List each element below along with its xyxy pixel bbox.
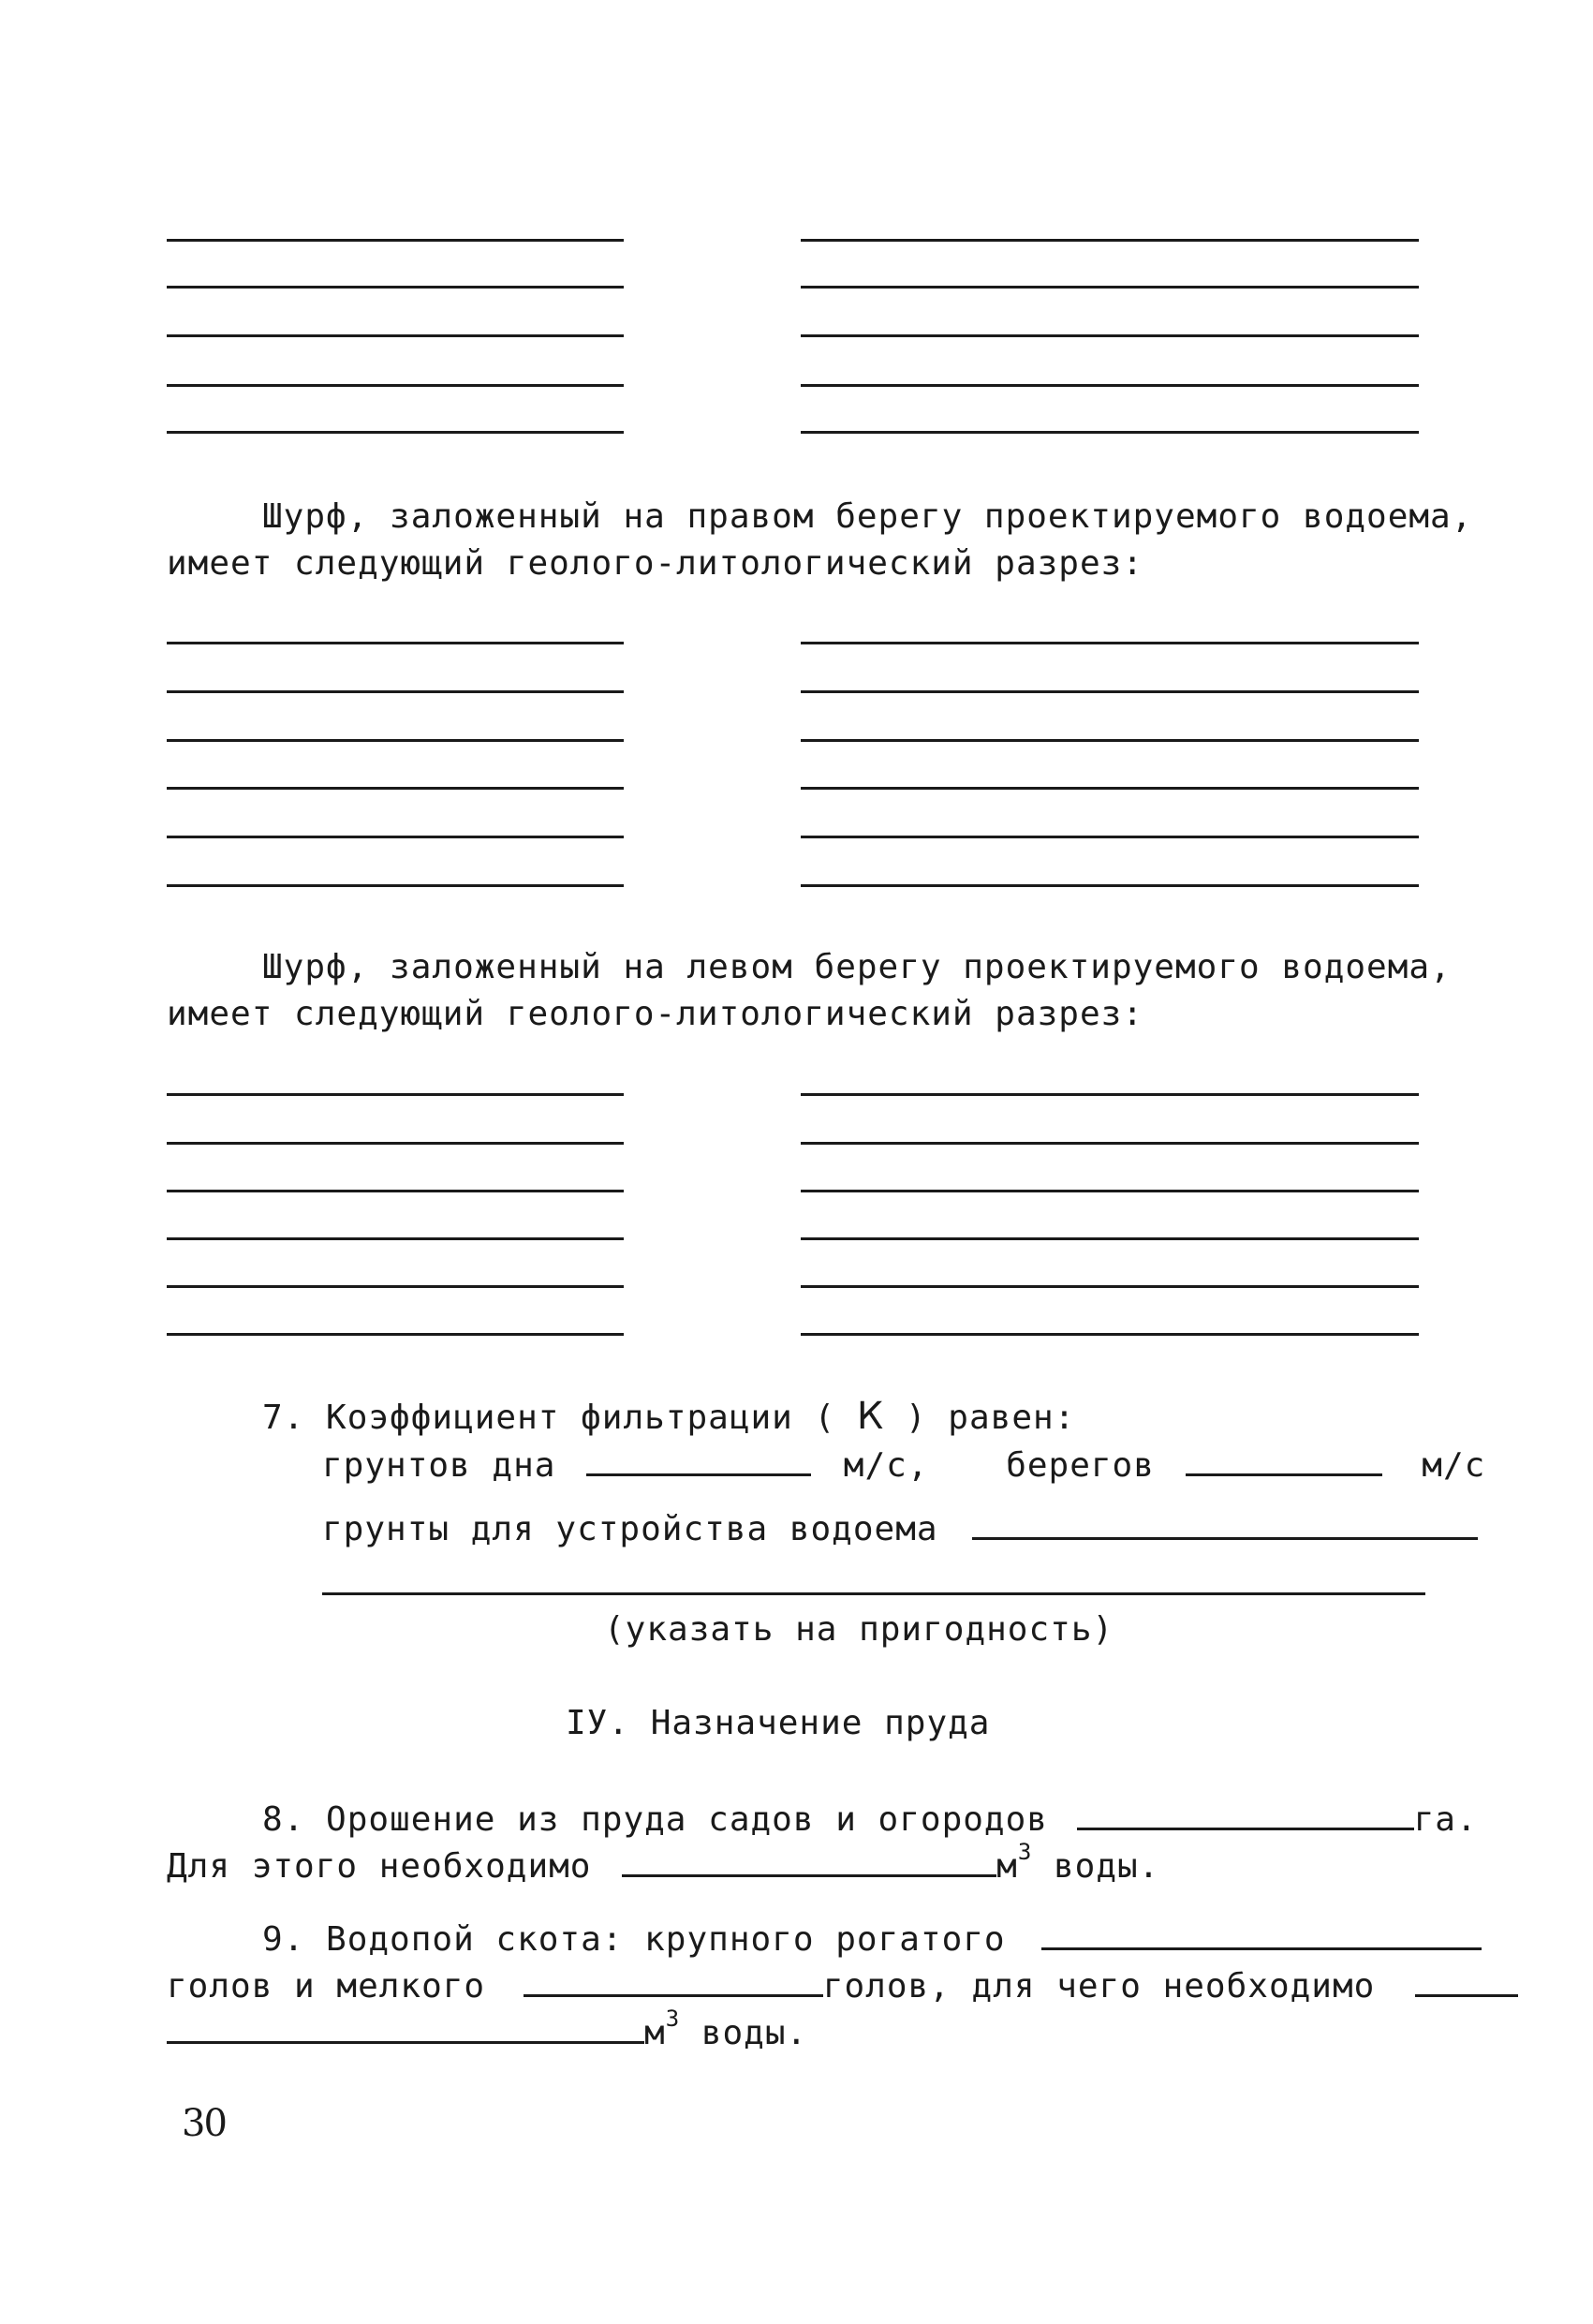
soils-label: грунты для устройства водоема (322, 1510, 938, 1548)
item7-heading (262, 1393, 1075, 1442)
soils-suitability-field[interactable] (972, 1503, 1478, 1540)
blank-line[interactable] (167, 334, 624, 337)
blank-line[interactable] (167, 286, 624, 289)
blank-line[interactable] (801, 787, 1419, 790)
small-cattle-heads-field[interactable] (524, 1961, 823, 1997)
blank-line[interactable] (801, 739, 1419, 742)
blank-line[interactable] (801, 286, 1419, 289)
section4-title: IУ. Назначение пруда (566, 1704, 991, 1742)
unit-exponent: 3 (1017, 1839, 1033, 1865)
blank-line[interactable] (801, 1093, 1419, 1096)
unit-ms-2: м/с (1422, 1446, 1486, 1485)
blank-line[interactable] (167, 1142, 624, 1145)
blank-line[interactable] (801, 836, 1419, 838)
watering-water-field-start[interactable] (1415, 1961, 1518, 1997)
blank-line[interactable] (167, 836, 624, 838)
irrigation-water-field[interactable] (622, 1841, 996, 1877)
unit-m: м (996, 1847, 1018, 1886)
blank-line[interactable] (167, 787, 624, 790)
blank-line[interactable] (801, 431, 1419, 434)
blank-line[interactable] (167, 1190, 624, 1192)
irrigation-area-field[interactable] (1077, 1794, 1414, 1830)
blank-line[interactable] (801, 1333, 1419, 1336)
blank-line[interactable] (801, 642, 1419, 644)
blank-line[interactable] (167, 1237, 624, 1240)
item8-line2 (167, 1841, 1159, 1890)
page-number: 30 (182, 2102, 226, 2145)
unit-ms-1: м/с, (843, 1446, 929, 1485)
blank-line[interactable] (167, 1093, 624, 1096)
k-symbol: К (856, 1395, 885, 1438)
item9-line2 (167, 1961, 1518, 2010)
item9-line3 (167, 2007, 807, 2057)
left-bank-paragraph-line2: имеет следующий геолого-литологический разрез: (167, 995, 1143, 1033)
bottom-soils-label: грунтов дна (322, 1446, 556, 1485)
blank-line[interactable] (167, 384, 624, 387)
blank-line[interactable] (167, 642, 624, 644)
banks-coefficient-field[interactable] (1186, 1440, 1382, 1476)
right-bank-paragraph-line1: Шурф, заложенный на правом берегу проектируемого водоема, (262, 497, 1473, 536)
blank-line[interactable] (167, 431, 624, 434)
blank-line[interactable] (801, 884, 1419, 887)
blank-line[interactable] (167, 690, 624, 693)
unit-exponent: 3 (665, 2006, 681, 2032)
water-label: воды. (1032, 1847, 1160, 1886)
soils-suitability-field-continuation[interactable] (322, 1592, 1425, 1595)
blank-line[interactable] (167, 1333, 624, 1336)
heads-need-label: голов, для чего необходимо (822, 1967, 1376, 2006)
item8-line1 (262, 1794, 1478, 1843)
blank-line[interactable] (167, 1285, 624, 1288)
left-bank-paragraph-line1: Шурф, заложенный на левом берегу проектируемого водоема, (262, 948, 1452, 986)
bottom-coefficient-field[interactable] (586, 1440, 811, 1476)
blank-line[interactable] (167, 739, 624, 742)
suitability-hint: (указать на пригодность) (604, 1610, 1114, 1649)
blank-line[interactable] (801, 239, 1419, 242)
unit-m: м (644, 2014, 666, 2052)
irrigation-need-label: Для этого необходимо (167, 1847, 592, 1886)
unit-ha: га. (1413, 1800, 1478, 1839)
item7-soils-line (322, 1503, 1478, 1553)
item7-heading-start: 7. Коэффициент фильтрации ( (262, 1399, 857, 1437)
watering-label: 9. Водопой скота: крупного рогатого (262, 1920, 1006, 1959)
blank-line[interactable] (167, 239, 624, 242)
cattle-heads-field[interactable] (1041, 1914, 1482, 1950)
blank-line[interactable] (801, 1190, 1419, 1192)
blank-line[interactable] (801, 1142, 1419, 1145)
blank-line[interactable] (801, 690, 1419, 693)
small-cattle-label: голов и мелкого (167, 1967, 486, 2006)
right-bank-paragraph-line2: имеет следующий геолого-литологический разрез: (167, 544, 1143, 583)
blank-line[interactable] (167, 884, 624, 887)
watering-water-field[interactable] (167, 2007, 644, 2044)
item7-heading-end: ) равен: (884, 1399, 1076, 1437)
blank-line[interactable] (801, 334, 1419, 337)
blank-line[interactable] (801, 1285, 1419, 1288)
blank-line[interactable] (801, 384, 1419, 387)
item9-line1 (262, 1914, 1482, 1963)
irrigation-label: 8. Орошение из пруда садов и огородов (262, 1800, 1048, 1839)
item7-bottom-and-banks (322, 1440, 1485, 1489)
blank-line[interactable] (801, 1237, 1419, 1240)
banks-label: берегов (1006, 1446, 1155, 1485)
water-label: воды. (680, 2014, 808, 2052)
